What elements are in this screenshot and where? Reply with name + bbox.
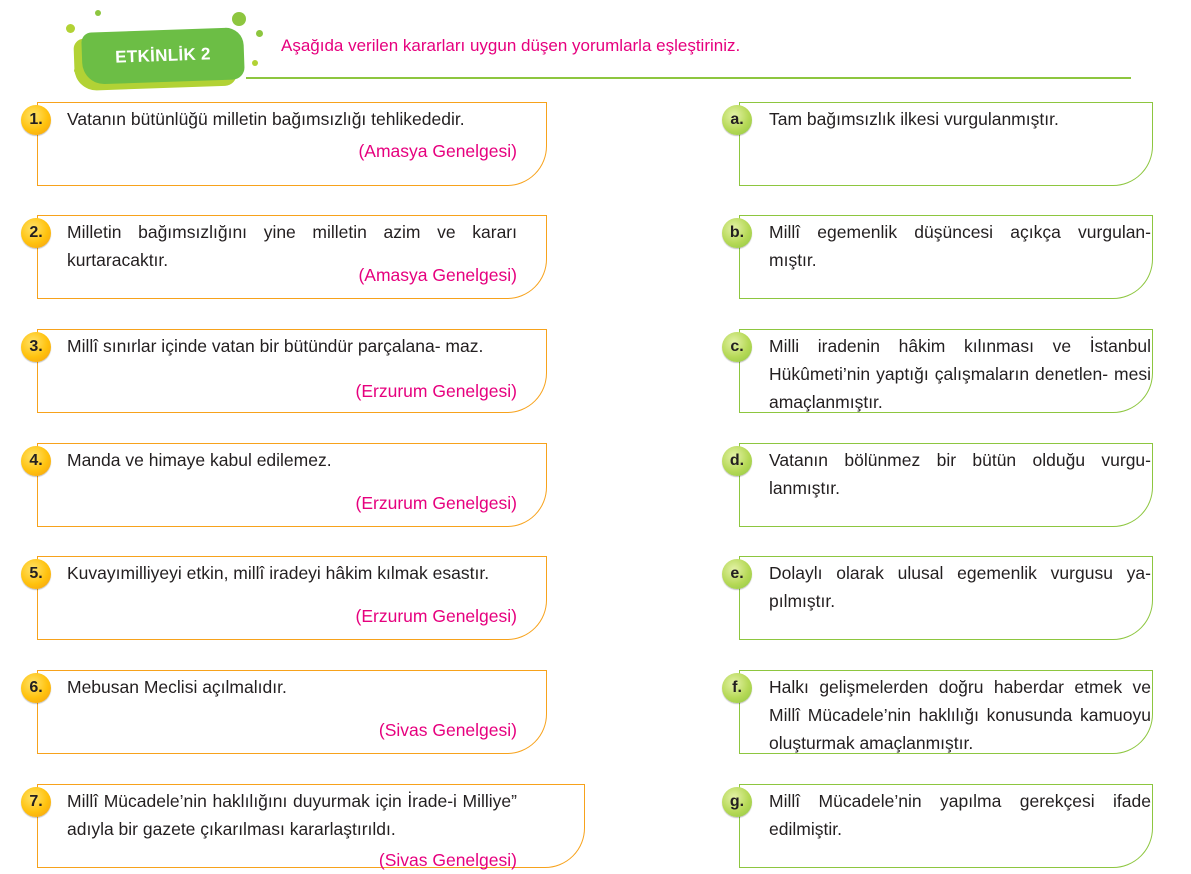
comment-text: Milli iradenin hâkim kılınması ve İstanbul Hükûmeti’nin yaptığı çalışmaların denetlen- mesi amaçlanmıştır. bbox=[769, 336, 1151, 412]
instruction-text: Aşağıda verilen kararları uygun düşen yorumlarla eşleştiriniz. bbox=[281, 36, 741, 55]
activity-header bbox=[0, 0, 1191, 90]
splash-dot bbox=[256, 30, 263, 37]
comment-letter: g. bbox=[722, 787, 752, 817]
comment-letter: b. bbox=[722, 218, 752, 248]
comment-text: Vatanın bölünmez bir bütün olduğu vurgu- lanmıştır. bbox=[769, 450, 1151, 498]
comment-letter: d. bbox=[722, 446, 752, 476]
comment-text: Dolaylı olarak ulusal egemenlik vurgusu ya- pılmıştır. bbox=[769, 563, 1151, 611]
activity-badge: ETKİNLİK 2 bbox=[81, 27, 245, 85]
comment-text: Millî Mücadele’nin yapılma gerekçesi ifade edilmiştir. bbox=[769, 791, 1151, 839]
comment-item bbox=[0, 102, 1160, 186]
splash-dot bbox=[232, 12, 246, 26]
decision-number: 7. bbox=[21, 787, 51, 817]
comment-text: Tam bağımsızlık ilkesi vurgulanmıştır. bbox=[769, 109, 1059, 129]
comment-text: Millî egemenlik düşüncesi açıkça vurgulan- mıştır. bbox=[769, 222, 1151, 270]
decision-number: 6. bbox=[21, 673, 51, 703]
comment-item bbox=[0, 670, 1160, 754]
splash-dot bbox=[95, 10, 101, 16]
comment-letter: c. bbox=[722, 332, 752, 362]
decision-text: Milletin bağımsızlığını yine milletin azim ve kararı kurtaracaktır. bbox=[67, 222, 517, 270]
decision-source: (Erzurum Genelgesi) bbox=[355, 493, 517, 513]
comment-item bbox=[0, 215, 1160, 299]
decision-number: 1. bbox=[21, 105, 51, 135]
decision-text: Vatanın bütünlüğü milletin bağımsızlığı tehlikededir. bbox=[67, 109, 465, 129]
comment-text: Halkı gelişmelerden doğru haberdar etmek ve Millî Mücadele’nin haklılığı konusunda kamuoyu oluşturmak amaçlanmıştır. bbox=[769, 677, 1151, 753]
header-divider bbox=[246, 77, 1131, 79]
splash-dot bbox=[252, 60, 258, 66]
comment-letter: a. bbox=[722, 105, 752, 135]
decision-number: 4. bbox=[21, 446, 51, 476]
comment-letter: f. bbox=[722, 673, 752, 703]
decision-text: Millî Mücadele’nin haklılığını duyurmak için İrade-i Milliye” adıyla bir gazete çıkarılması kararlaştırıldı. bbox=[67, 791, 517, 839]
decision-number: 3. bbox=[21, 332, 51, 362]
decision-source: (Erzurum Genelgesi) bbox=[355, 606, 517, 626]
comment-item bbox=[0, 329, 1160, 413]
decision-text: Mebusan Meclisi açılmalıdır. bbox=[67, 677, 287, 697]
decision-number: 2. bbox=[21, 218, 51, 248]
comment-item bbox=[0, 443, 1160, 527]
comment-item bbox=[0, 556, 1160, 640]
decision-text: Millî sınırlar içinde vatan bir bütündür parçalana- maz. bbox=[67, 336, 484, 356]
decision-source: (Erzurum Genelgesi) bbox=[355, 381, 517, 401]
decision-source: (Sivas Genelgesi) bbox=[378, 720, 517, 740]
decision-text: Manda ve himaye kabul edilemez. bbox=[67, 450, 332, 470]
comment-item bbox=[0, 784, 1160, 868]
decision-text: Kuvayımilliyeyi etkin, millî iradeyi hâkim kılmak esastır. bbox=[67, 563, 490, 583]
splash-dot bbox=[74, 68, 79, 73]
decision-source: (Amasya Genelgesi) bbox=[358, 141, 517, 161]
decision-source: (Sivas Genelgesi) bbox=[378, 850, 517, 870]
decision-source: (Amasya Genelgesi) bbox=[358, 265, 517, 285]
decision-number: 5. bbox=[21, 559, 51, 589]
splash-dot bbox=[66, 24, 75, 33]
comment-letter: e. bbox=[722, 559, 752, 589]
